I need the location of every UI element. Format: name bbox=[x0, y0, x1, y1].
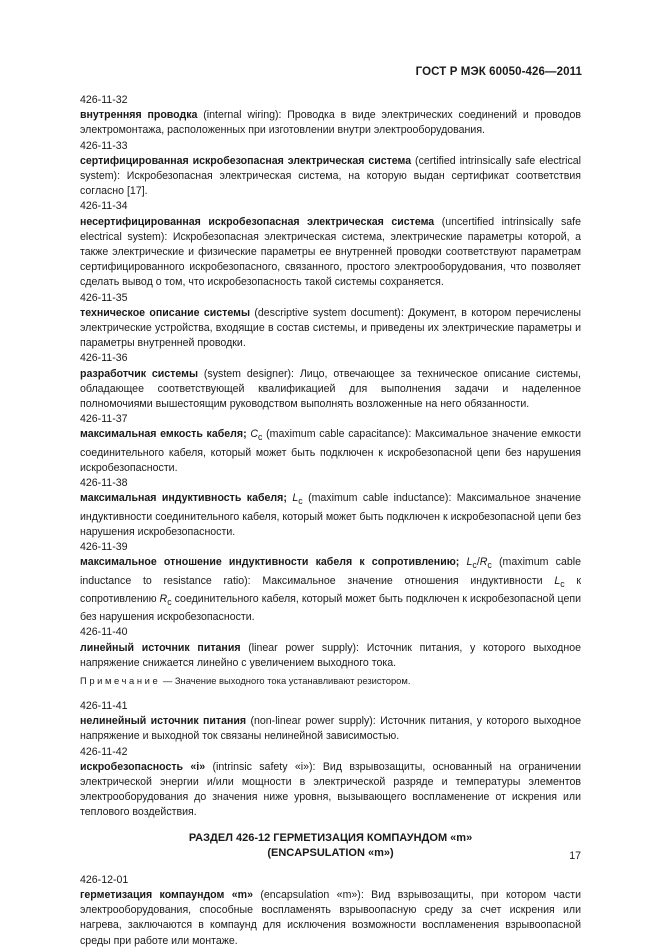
entry-term: герметизация компаундом «m» bbox=[80, 888, 253, 901]
entry-text: (internal wiring): Проводка в виде электрических соединений и проводов электромонтажа, расположенных при изготовлении внутри электрооборудования. bbox=[80, 109, 581, 137]
entry-426-12-01 bbox=[80, 873, 581, 949]
entry-term: техническое описание системы bbox=[80, 306, 250, 319]
entry-text: (intrinsic safety «i»): Вид взрывозащиты, основанный на ограничении электрической энергии и/или мощности в электрической разряде и температуры элементов электрооборудования до значения ниже уровня, вызывающего воспламенение от искрения или теплового воздействия. bbox=[80, 760, 581, 819]
entry-text: (system designer): Лицо, отвечающее за техническое описание системы, обладающее соответствующей квалификацией для выполнения задачи и наделенное полномочиями вышестоящим руководством выполнять возложенные на него обязанности. bbox=[80, 367, 581, 411]
note-label: Примечание bbox=[80, 675, 161, 687]
entry-definition bbox=[80, 714, 581, 744]
entry-term: несертифицированная искробезопасная электрическая система bbox=[80, 215, 435, 228]
symbol: R bbox=[479, 556, 488, 569]
slash: / bbox=[476, 556, 480, 569]
entry-definition bbox=[80, 427, 581, 476]
page-number: 17 bbox=[569, 850, 581, 862]
entry-definition bbox=[80, 555, 581, 625]
entry-code: 426-12-01 bbox=[80, 873, 129, 886]
entry-text: (linear power supply): Источник питания, у которого выходное напряжение снижается линейно с увеличением выходного тока. bbox=[80, 641, 581, 669]
symbol-subscript: c bbox=[560, 578, 565, 589]
entry-426-11-33 bbox=[80, 139, 581, 200]
symbol: L bbox=[466, 556, 473, 569]
entry-code: 426-11-35 bbox=[80, 291, 128, 304]
symbol-subscript: c bbox=[487, 560, 492, 571]
entry-text: (uncertified intrinsically safe electrical system): Искробезопасная электрическая система, электрические параметры которой, а также электрические и физические параметры ее внутренней проводки соответствуют параметрам сертифицированного искробезопасного, связанного, простого электрооборудования, что позволяет сделать вывод о том, что искробезопасность такой системы сохраняется. bbox=[80, 215, 581, 289]
entry-term: нелинейный источник питания bbox=[80, 715, 247, 728]
entry-term: внутренняя проводка bbox=[80, 109, 198, 122]
entry-text: (descriptive system document): Документ, в котором перечислены электрические устройства, входящие в состав системы, и приведены их электрические параметры и параметры внутренней проводки. bbox=[80, 306, 582, 350]
symbol-subscript: c bbox=[298, 496, 303, 507]
entry-code: 426-11-36 bbox=[80, 352, 128, 365]
entry-term: искробезопасность «i» bbox=[80, 760, 206, 773]
entry-426-11-35 bbox=[80, 291, 581, 352]
section-heading-line-2: (ENCAPSULATION «m») bbox=[267, 846, 394, 859]
entry-code: 426-11-37 bbox=[80, 413, 128, 426]
entry-term: максимальная индуктивность кабеля; bbox=[80, 492, 287, 505]
entry-code: 426-11-42 bbox=[80, 745, 128, 758]
entry-definition bbox=[80, 491, 581, 540]
entry-definition bbox=[80, 215, 581, 291]
document-header: ГОСТ Р МЭК 60050-426—2011 bbox=[415, 66, 582, 78]
section-heading bbox=[80, 831, 581, 861]
symbol-subscript: c bbox=[167, 597, 172, 608]
entry-term: разработчик системы bbox=[80, 367, 199, 380]
entry-426-11-37 bbox=[80, 412, 581, 476]
entry-426-11-38 bbox=[80, 476, 581, 540]
entry-term: максимальная емкость кабеля; bbox=[80, 428, 247, 441]
entry-text: (maximum cable capacitance): Максимальное значение емкости соединительного кабеля, который может быть подключен к искробезопасной цепи без нарушения искробезопасности. bbox=[80, 428, 581, 474]
entry-text: соединительного кабеля, который может быть подключен к искробезопасной цепи без нарушения искробезопасности. bbox=[80, 592, 581, 624]
symbol: C bbox=[250, 428, 258, 441]
entry-definition bbox=[80, 641, 581, 671]
symbol-subscript: c bbox=[472, 560, 477, 571]
entry-426-11-41 bbox=[80, 699, 581, 745]
entry-426-11-42 bbox=[80, 745, 581, 821]
entry-426-11-36 bbox=[80, 351, 581, 412]
entry-definition bbox=[80, 154, 581, 200]
entry-definition bbox=[80, 888, 581, 949]
entry-code: 426-11-32 bbox=[80, 94, 128, 106]
entry-definition bbox=[80, 367, 581, 413]
note bbox=[80, 674, 581, 688]
entry-text: (maximum cable inductance to resistance ratio): Максимальное значение отношения индуктивности bbox=[80, 556, 581, 587]
entry-text: (non-linear power supply): Источник питания, у которого выходное напряжение и выходной ток связаны нелинейной зависимостью. bbox=[80, 715, 581, 743]
symbol: L bbox=[554, 574, 561, 587]
symbol: R bbox=[159, 592, 168, 605]
entry-426-11-34 bbox=[80, 199, 581, 290]
entry-426-11-39 bbox=[80, 540, 581, 625]
entry-426-11-32 bbox=[80, 93, 581, 139]
entry-code: 426-11-38 bbox=[80, 477, 128, 490]
entry-426-11-40 bbox=[80, 625, 581, 671]
entry-text: (maximum cable inductance): Максимальное значение индуктивности соединительного кабеля, который может быть подключен к искробезопасной цепи без нарушения искробезопасности. bbox=[80, 492, 581, 538]
entry-term: максимальное отношение индуктивности кабеля к сопротивлению; bbox=[80, 556, 460, 569]
entry-text: (certified intrinsically safe electrical system): Искробезопасная электрическая система, на которую выдан сертификат соответствия согласно [17]. bbox=[80, 154, 582, 198]
symbol-subscript: c bbox=[257, 432, 263, 443]
note-text: — Значение выходного тока устанавливают резистором. bbox=[160, 675, 411, 687]
entry-term: линейный источник питания bbox=[80, 641, 241, 654]
entry-code: 426-11-40 bbox=[80, 626, 128, 639]
entry-term: сертифицированная искробезопасная электрическая система bbox=[80, 154, 412, 167]
entry-definition bbox=[80, 108, 581, 138]
entry-definition bbox=[80, 306, 581, 352]
entry-code: 426-11-33 bbox=[80, 139, 128, 152]
entry-code: 426-11-39 bbox=[80, 541, 128, 554]
entry-code: 426-11-41 bbox=[80, 700, 128, 713]
document-body bbox=[80, 93, 581, 949]
entry-text: (encapsulation «m»): Вид взрывозащиты, при котором части электрооборудования, способные воспламенять взрывоопасную среду за счет искрения или нагрева, заключаются в компаунд для исключения возможности воспламенения взрывоопасной среды при работе или монтаже. bbox=[80, 888, 582, 947]
symbol: L bbox=[292, 492, 299, 505]
entry-code: 426-11-34 bbox=[80, 200, 128, 213]
entry-text: к сопротивлению bbox=[80, 574, 581, 605]
section-heading-line-1: РАЗДЕЛ 426-12 ГЕРМЕТИЗАЦИЯ КОМПАУНДОМ «m» bbox=[188, 831, 473, 844]
entry-definition bbox=[80, 760, 581, 821]
